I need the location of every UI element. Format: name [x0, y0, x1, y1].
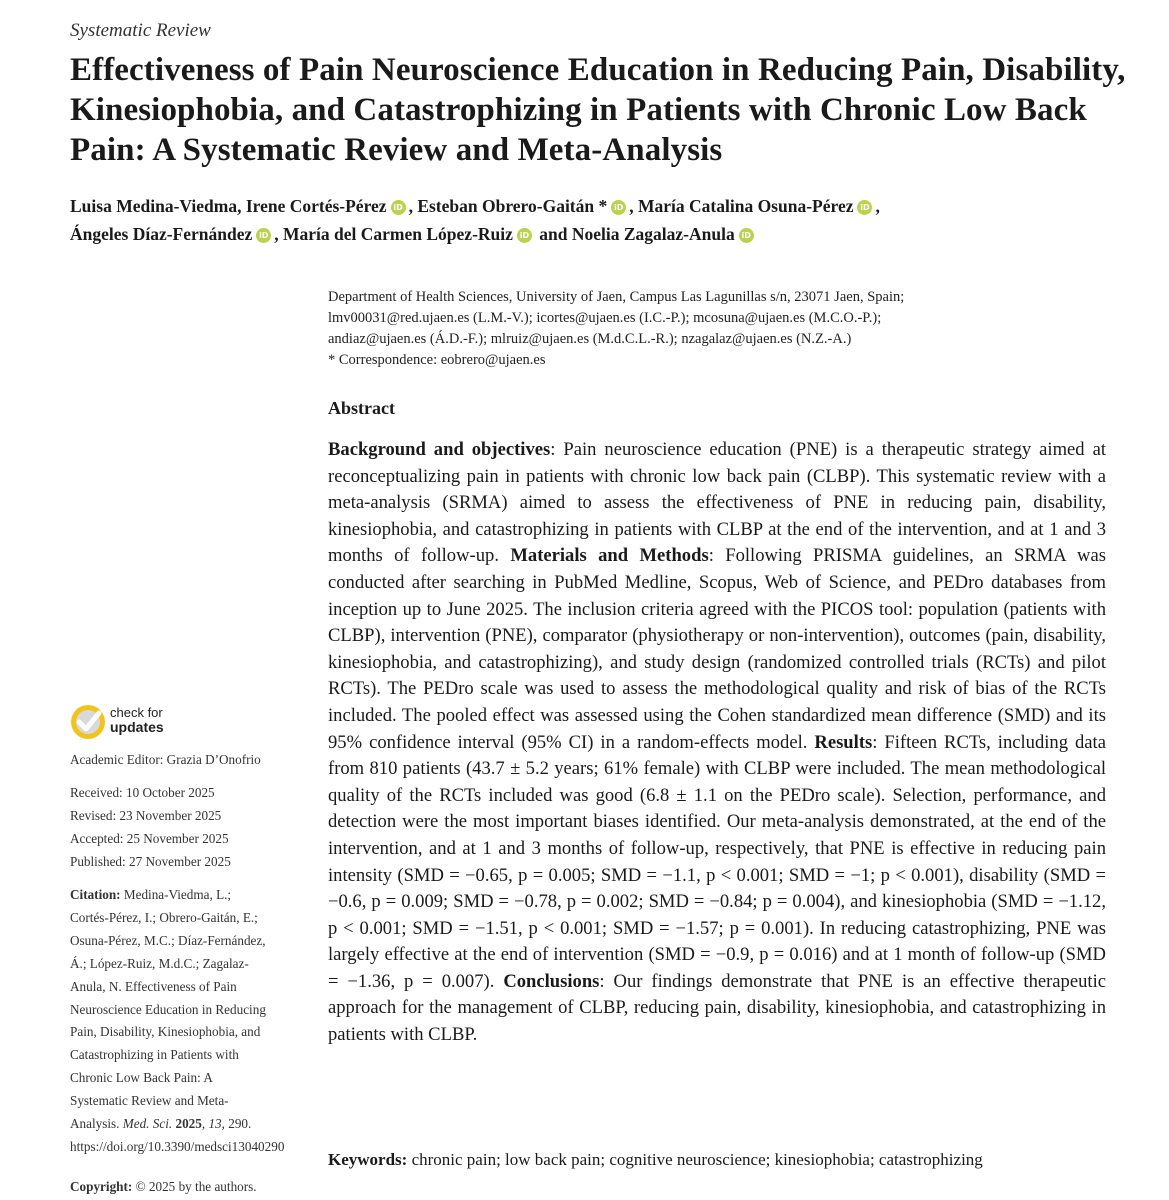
- check-updates-line2: updates: [110, 719, 164, 735]
- author-name[interactable]: Luisa Medina-Viedma: [70, 196, 238, 216]
- orcid-icon[interactable]: iD: [857, 200, 872, 215]
- paper-title: Effectiveness of Pain Neuroscience Education in Reducing Pain, Disability, Kinesiophobia, and Catastrophizing in Patients with Chronic Low Back Pain: A Systematic Review and Meta-Analysis: [70, 52, 1126, 168]
- copyright: [70, 1179, 257, 1195]
- author-name[interactable]: Esteban Obrero-Gaitán *: [417, 196, 608, 216]
- affiliation-emails[interactable]: andiaz@ujaen.es (Á.D.-F.); mlruiz@ujaen.es (M.d.C.L.-R.); nzagalaz@ujaen.es (N.Z.-A.): [328, 331, 852, 347]
- orcid-icon[interactable]: iD: [256, 228, 271, 243]
- citation-doi[interactable]: , 290. https://doi.org/10.3390/medsci13040290: [70, 1116, 285, 1154]
- abstract-text-results: : Fifteen RCTs, including data from 810 patients (43.7 ± 5.2 years; 61% female) with CLBP were included. The mean methodological quality of the RCTs included was good (6.8 ± 1.1 on the PEDro scale). Selection, performance, and detection were the most important biases identified. Our meta-analysis demonstrated, at the end of the intervention, and at 1 and 3 months of follow-up, respectively, that PNE is effective in reducing pain intensity (SMD = −0.65, p = 0.005; SMD = −1.1, p < 0.001; SMD = −1; p < 0.001), disability (SMD = −0.6, p = 0.009; SMD = −0.78, p = 0.002; SMD = −0.84; p = 0.004), and kinesiophobia (SMD = −1.12, p < 0.001; SMD = −1.51, p < 0.001; SMD = −1.57; p = 0.001). In reducing catastrophizing, PNE was largely effective at the end of intervention (SMD = −0.9, p = 0.016) and at 1 month of follow-up (SMD = −1.36, p = 0.007).: [328, 731, 1106, 992]
- correspondence[interactable]: * Correspondence: eobrero@ujaen.es: [328, 352, 546, 368]
- author-separator: ,: [629, 196, 638, 216]
- academic-editor: Academic Editor: Grazia D’Onofrio: [70, 752, 261, 767]
- check-updates-line1: check for: [110, 705, 163, 720]
- date-received: Received: 10 October 2025: [70, 785, 215, 800]
- author-separator: and: [534, 224, 572, 244]
- author-separator: ,: [875, 196, 880, 216]
- date-accepted: Accepted: 25 November 2025: [70, 831, 229, 846]
- abstract-text-background: : Pain neuroscience education (PNE) is a therapeutic strategy aimed at reconceptualizing pain in patients with chronic low back pain (CLBP). This systematic review with a meta-analysis (SRMA) aimed to assess the effectiveness of PNE in reducing pain, disability, kinesiophobia, and catastrophizing in patients with CLBP at the end of the intervention, and at 1 and 3 months of follow-up.: [328, 439, 1106, 567]
- orcid-icon[interactable]: iD: [517, 228, 532, 243]
- author-separator: ,: [274, 224, 284, 244]
- citation-label: Citation:: [70, 887, 121, 902]
- author-separator: ,: [237, 196, 246, 216]
- author-name[interactable]: Ángeles Díaz-Fernández: [70, 224, 253, 244]
- date-revised: Revised: 23 November 2025: [70, 808, 222, 823]
- affiliation-line: Department of Health Sciences, University of Jaen, Campus Las Lagunillas s/n, 23071 Jaen, Spain;: [328, 289, 905, 305]
- abstract-label-background: Background and objectives: [328, 439, 551, 460]
- citation-journal: Med. Sci.: [122, 1116, 173, 1132]
- date-published: Published: 27 November 2025: [70, 854, 231, 869]
- author-name[interactable]: María Catalina Osuna-Pérez: [638, 196, 854, 216]
- orcid-icon[interactable]: iD: [739, 228, 754, 243]
- author-list: [70, 192, 1150, 248]
- author-name[interactable]: María del Carmen López-Ruiz: [283, 224, 513, 244]
- abstract-body: [328, 437, 1106, 1049]
- abstract-text-conclusions: : Our findings demonstrate that PNE is an effective therapeutic approach for the management of CLBP, reducing pain, disability, kinesiophobia, and catastrophizing in patients with CLBP.: [328, 970, 1106, 1046]
- copyright-text: © 2025 by the authors.: [132, 1179, 257, 1194]
- affiliation-block: [328, 287, 1118, 371]
- article-type: Systematic Review: [70, 20, 211, 41]
- copyright-label: Copyright:: [70, 1179, 133, 1194]
- author-name[interactable]: Irene Cortés-Pérez: [245, 196, 387, 216]
- keywords-label: Keywords:: [328, 1150, 408, 1169]
- keywords: [328, 1148, 1128, 1172]
- citation-text: Medina-Viedma, L.; Cortés-Pérez, I.; Obrero-Gaitán, E.; Osuna-Pérez, M.C.; Díaz-Fernández, Á.; López-Ruiz, M.d.C.; Zagalaz-Anula, N. Effectiveness of Pain Neuroscience Education in Reducing Pain, Disability, Kinesiophobia, and Catastrophizing in Patients with Chronic Low Back Pain: A Systematic Review and Meta-Analysis.: [70, 887, 266, 1132]
- orcid-icon[interactable]: iD: [391, 200, 406, 215]
- author-separator: ,: [408, 196, 418, 216]
- check-for-updates-badge[interactable]: [70, 704, 250, 740]
- citation: Citation: Medina-Viedma, L.; Cortés-Pérez, I.; Obrero-Gaitán, E.; Osuna-Pérez, M.C.; Díaz-Fernández, Á.; López-Ruiz, M.d.C.; Zagalaz-Anula, N. Effectiveness of Pain Neuroscience Education in Reducing Pain, Disability, Kinesiophobia, and Catastrophizing in Patients with Chronic Low Back Pain: A Systematic Review and Meta-Analysis. Med. Sci. 2025, 13, 290. https://doi.org/10.3390/medsci13040290: [70, 887, 285, 1154]
- keywords-text: chronic pain; low back pain; cognitive neuroscience; kinesiophobia; catastrophizing: [407, 1150, 983, 1169]
- abstract-label-results: Results: [814, 731, 873, 753]
- abstract-label-conclusions: Conclusions: [503, 970, 600, 992]
- author-name[interactable]: Noelia Zagalaz-Anula: [571, 224, 735, 244]
- citation-year: 2025: [175, 1116, 202, 1132]
- abstract-heading: Abstract: [328, 398, 395, 418]
- orcid-icon[interactable]: iD: [611, 200, 626, 215]
- citation-volume: 13: [208, 1116, 222, 1132]
- check-updates-icon: [70, 704, 106, 740]
- abstract-label-methods: Materials and Methods: [510, 545, 709, 567]
- abstract-text-methods: : Following PRISMA guidelines, an SRMA was conducted after searching in PubMed Medline, Scopus, Web of Science, and PEDro databases from inception up to June 2025. The inclusion criteria agreed with the PICOS tool: population (patients with CLBP), intervention (PNE), comparator (physiotherapy or non-intervention), outcomes (pain, disability, kinesiophobia, and catastrophizing), and study design (randomized controlled trials (RCTs) and pilot RCTs). The PEDro scale was used to assess the methodological quality and risk of bias of the RCTs included. The pooled effect was assessed using the Cohen standardized mean difference (SMD) and its 95% confidence interval (95% CI) in a random-effects model.: [328, 545, 1106, 753]
- affiliation-emails[interactable]: lmv00031@red.ujaen.es (L.M.-V.); icortes@ujaen.es (I.C.-P.); mcosuna@ujaen.es (M.C.O.-P.);: [328, 310, 882, 326]
